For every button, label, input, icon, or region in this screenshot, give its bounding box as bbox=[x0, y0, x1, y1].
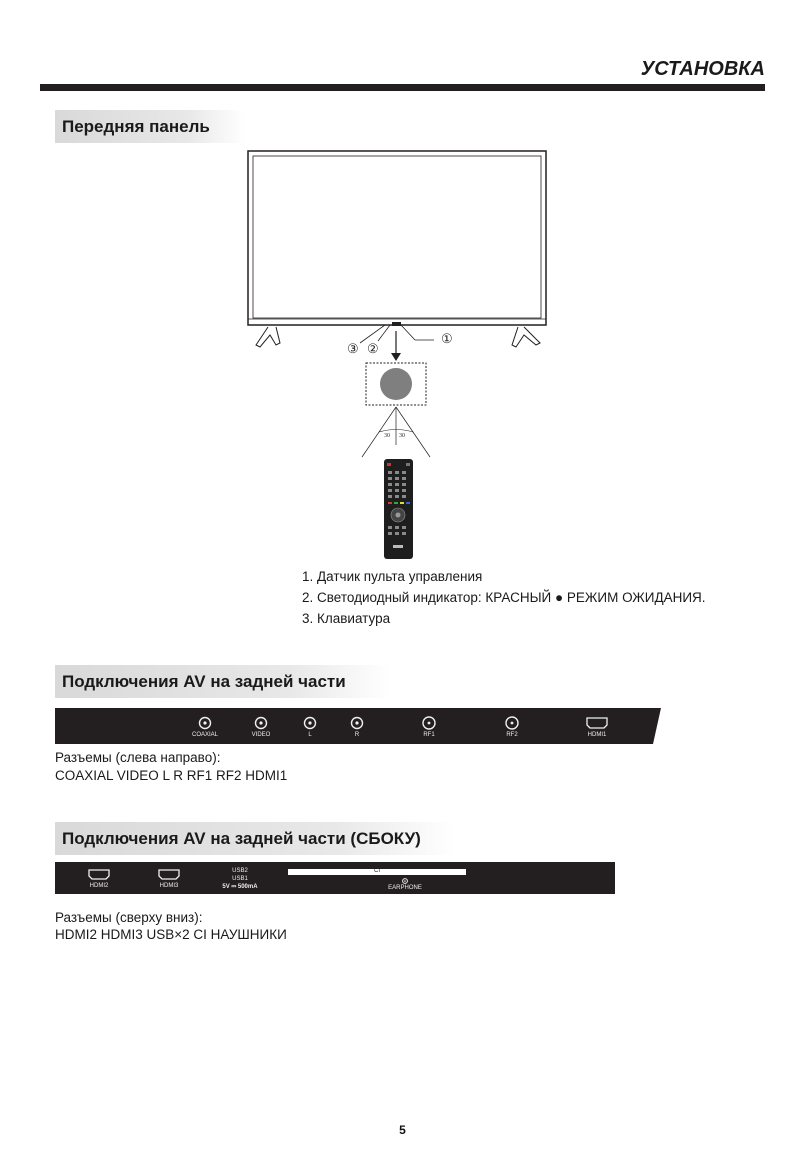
chapter-title: УСТАНОВКА bbox=[640, 58, 765, 80]
header-rule bbox=[40, 84, 765, 91]
port-label-r: R bbox=[354, 732, 360, 738]
callout-2: ② bbox=[367, 341, 379, 356]
port-label-usb1: USB1 bbox=[232, 876, 248, 882]
hdmi3-port-icon bbox=[159, 870, 179, 879]
tv-illustration bbox=[248, 151, 546, 347]
port-label-video: VIDEO bbox=[251, 732, 271, 738]
port-label-hdmi3: HDMI3 bbox=[159, 883, 179, 889]
rear-description-list: COAXIAL VIDEO L R RF1 RF2 HDMI1 bbox=[55, 768, 288, 783]
legend-item-3: 3. Клавиатура bbox=[302, 611, 391, 626]
section-heading-rear-av: Подключения AV на задней части bbox=[55, 665, 390, 698]
section-heading-side-av: Подключения AV на задней части (СБОКУ) bbox=[55, 822, 455, 855]
rear-description-title: Разъемы (слева направо): bbox=[55, 750, 221, 765]
section-heading-front-panel: Передняя панель bbox=[55, 110, 245, 143]
ir-sensor bbox=[380, 368, 412, 400]
port-label-earphone: EARPHONE bbox=[388, 885, 422, 891]
usb-power-rating: 5V ⎓ 500mA bbox=[222, 884, 258, 890]
rear-panel-strip bbox=[55, 708, 665, 744]
port-label-usb2: USB2 bbox=[232, 868, 248, 874]
side-panel-strip bbox=[55, 862, 615, 894]
page-number: 5 bbox=[399, 1123, 406, 1137]
front-panel-diagram bbox=[240, 145, 570, 565]
port-label-hdmi1: HDMI1 bbox=[587, 732, 607, 738]
hdmi2-port-icon bbox=[89, 870, 109, 879]
callout-3: ③ bbox=[347, 341, 359, 356]
side-description-list: HDMI2 HDMI3 USB×2 CI НАУШНИКИ bbox=[55, 927, 287, 942]
legend-item-1: 1. Датчик пульта управления bbox=[302, 569, 483, 584]
port-label-coaxial: COAXIAL bbox=[191, 732, 218, 738]
port-label-rf1: RF1 bbox=[423, 732, 435, 738]
port-label-l: L bbox=[308, 732, 312, 738]
callout-1: ① bbox=[441, 331, 453, 346]
side-description-title: Разъемы (сверху вниз): bbox=[55, 910, 203, 925]
port-label-ci: CI bbox=[374, 868, 380, 874]
legend-item-2: 2. Светодиодный индикатор: КРАСНЫЙ ● РЕЖИМ ОЖИДАНИЯ. bbox=[302, 590, 706, 605]
remote-control-illustration bbox=[384, 459, 413, 559]
angle-right: 30 bbox=[399, 433, 405, 439]
port-label-hdmi2: HDMI2 bbox=[89, 883, 109, 889]
port-label-rf2: RF2 bbox=[506, 732, 518, 738]
angle-left: 30 bbox=[384, 433, 390, 439]
